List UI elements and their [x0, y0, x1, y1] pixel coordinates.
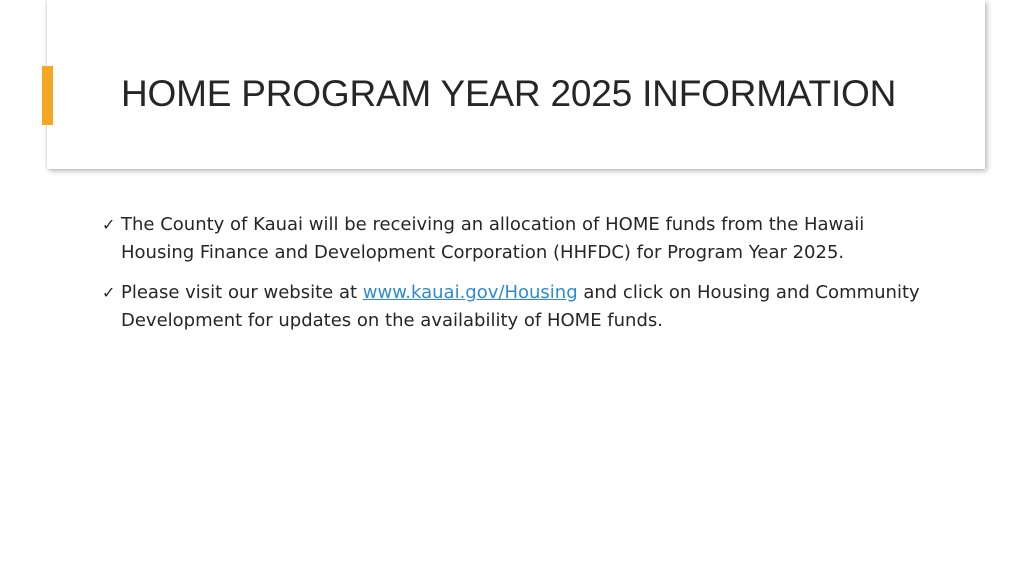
checkmark-icon: ✓	[102, 215, 116, 234]
bullet-website-text-after: and click on Housing and Community Development for updates on the availability of HOME funds.	[121, 282, 920, 331]
slide-title: HOME PROGRAM YEAR 2025 INFORMATION	[121, 73, 897, 114]
bullet-website	[102, 279, 942, 335]
checkmark-icon: ✓	[102, 283, 116, 302]
title-accent-bar	[42, 66, 53, 125]
bullet-allocation	[102, 211, 942, 267]
bullet-list	[102, 211, 942, 347]
housing-website-link[interactable]: www.kauai.gov/Housing	[362, 282, 578, 303]
bullet-allocation-text: The County of Kauai will be receiving an allocation of HOME funds from the Hawaii Housing Finance and Development Corporation (HHFDC) for Program Year 2025.	[121, 214, 865, 263]
bullet-website-text-before: Please visit our website at	[121, 282, 363, 303]
